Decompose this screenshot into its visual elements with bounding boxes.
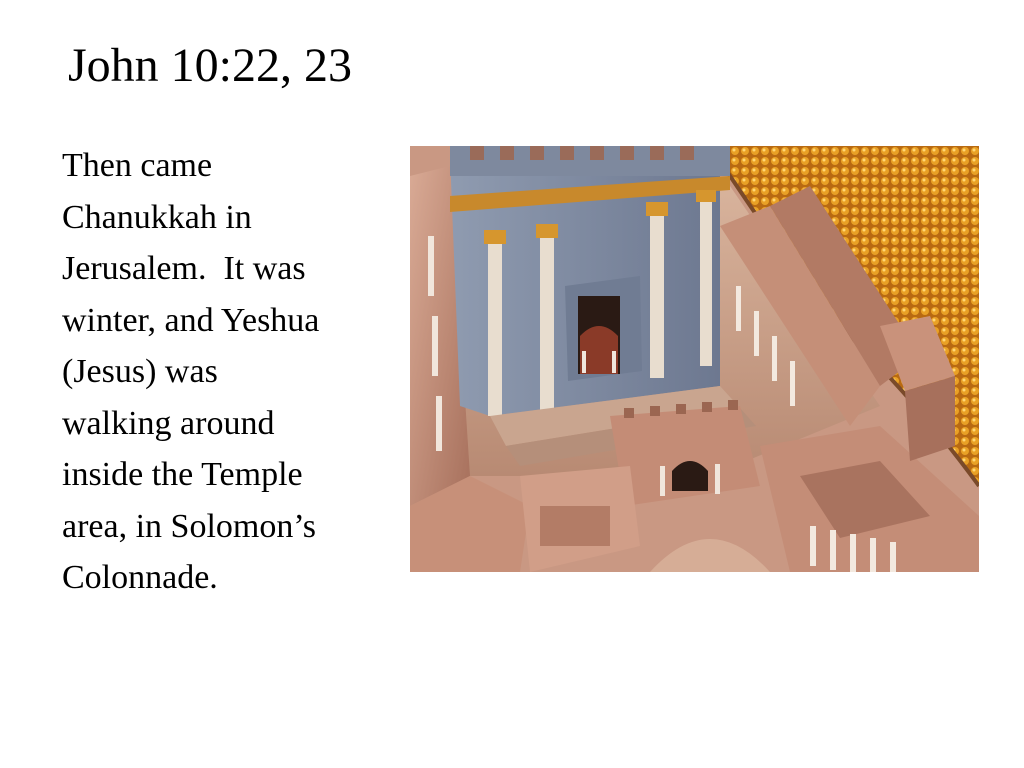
body-line: winter, and Yeshua xyxy=(62,301,320,339)
temple-model-photo xyxy=(410,146,979,572)
body-line: inside the Temple xyxy=(62,456,303,493)
slide-body-text xyxy=(62,140,397,604)
slide-title: John 10:22, 23 xyxy=(68,39,353,92)
body-line: Jerusalem. It was xyxy=(62,250,306,287)
body-line: Colonnade. xyxy=(62,559,218,596)
body-line: (Jesus) was xyxy=(62,353,218,390)
body-line: walking around xyxy=(62,404,275,442)
body-line: Chanukkah in xyxy=(62,198,252,236)
body-line: Then came xyxy=(62,147,213,184)
body-line: area, in Solomon’s xyxy=(62,507,317,545)
